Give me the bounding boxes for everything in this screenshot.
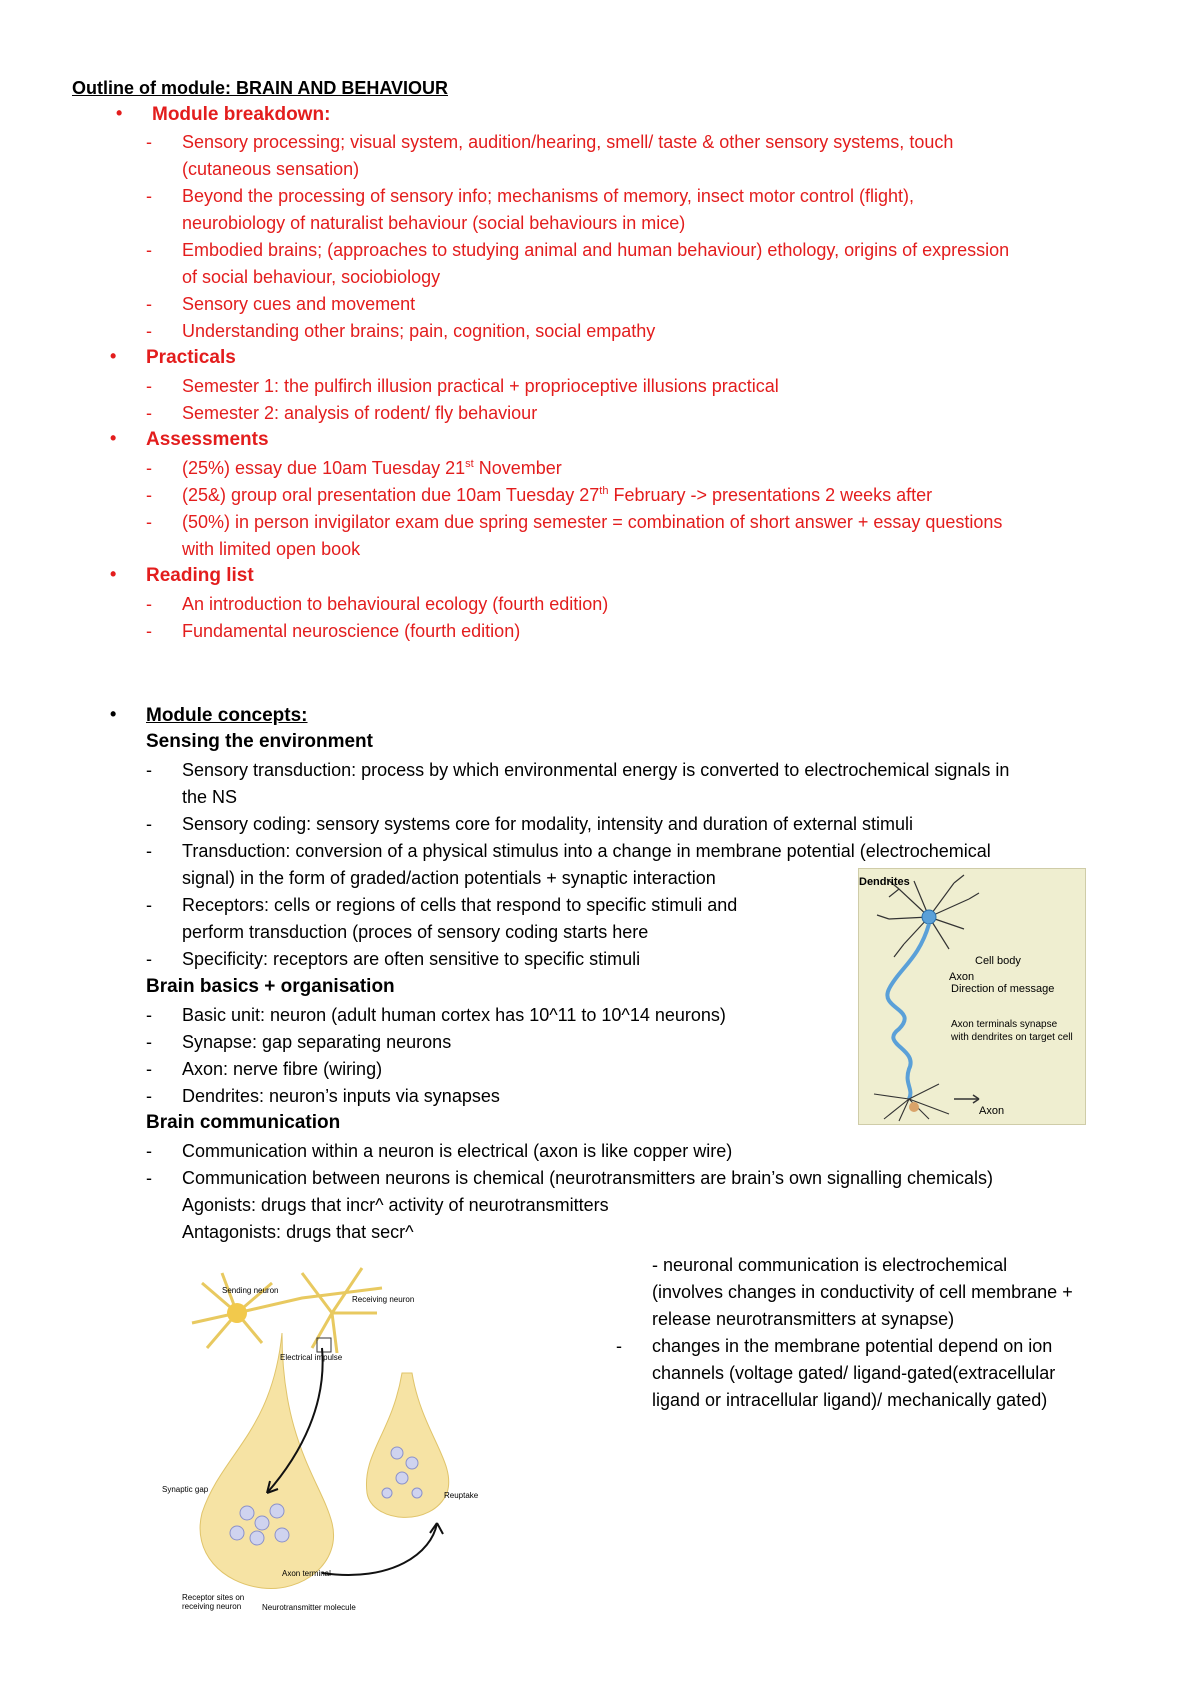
label-cell-body: Cell body xyxy=(975,955,1021,967)
list-item: - (50%) in person invigilator exam due spring semester = combination of short answer + essay questions xyxy=(146,512,1003,532)
list-item: - Semester 2: analysis of rodent/ fly behaviour xyxy=(146,403,538,423)
section-heading-reading: • Reading list xyxy=(110,564,254,586)
label-receptor-sites: Receptor sites on receiving neuron xyxy=(182,1593,245,1611)
side-note: ligand or intracellular ligand)/ mechanically gated) xyxy=(652,1390,1048,1410)
list-item-continued: Antagonists: drugs that secr^ xyxy=(182,1222,414,1242)
synapse-diagram xyxy=(162,1253,528,1638)
bullet-icon: • xyxy=(116,103,123,123)
list-item: - Receptors: cells or regions of cells that respond to specific stimuli and xyxy=(146,895,738,915)
list-item: - Dendrites: neuron’s inputs via synapses xyxy=(146,1086,500,1106)
bullet-icon: • xyxy=(110,704,117,724)
label-synaptic-gap: Synaptic gap xyxy=(162,1485,209,1494)
bullet-icon: • xyxy=(110,564,117,584)
label-reuptake: Reuptake xyxy=(444,1491,479,1500)
label-neurotransmitter: Neurotransmitter molecule xyxy=(262,1603,356,1612)
synapse-illustration xyxy=(162,1253,528,1638)
side-note: release neurotransmitters at synapse) xyxy=(652,1309,955,1329)
list-item: - (25%) essay due 10am Tuesday 21st November xyxy=(146,458,562,478)
neuron-illustration xyxy=(859,869,1085,1124)
list-item-continued: the NS xyxy=(182,787,238,807)
list-item: - An introduction to behavioural ecology (fourth edition) xyxy=(146,594,609,614)
side-note: changes in the membrane potential depend on ion xyxy=(652,1336,1053,1356)
label-electrical-impulse: Electrical impulse xyxy=(280,1353,343,1362)
list-item-continued: of social behaviour, sociobiology xyxy=(182,267,441,287)
list-item: - Understanding other brains; pain, cognition, social empathy xyxy=(146,321,656,341)
list-item: - Sensory processing; visual system, audition/hearing, smell/ taste & other sensory systems, touch xyxy=(146,132,954,152)
side-note: channels (voltage gated/ ligand-gated(extracellular xyxy=(652,1363,1056,1383)
label-terminals-2: with dendrites on target cell xyxy=(951,1032,1073,1043)
list-item: - Specificity: receptors are often sensitive to specific stimuli xyxy=(146,949,641,969)
list-item-continued: perform transduction (proces of sensory coding starts here xyxy=(182,922,649,942)
list-item: - Communication within a neuron is electrical (axon is like copper wire) xyxy=(146,1141,733,1161)
bullet-icon: • xyxy=(110,346,117,366)
label-sending-neuron: Sending neuron xyxy=(222,1286,279,1295)
side-note: (involves changes in conductivity of cell membrane + xyxy=(652,1282,1073,1302)
subheading-basics: Brain basics + organisation xyxy=(146,976,395,997)
list-item-continued: Agonists: drugs that incr^ activity of neurotransmitters xyxy=(182,1195,609,1215)
list-item-continued: with limited open book xyxy=(182,539,361,559)
list-item: - Basic unit: neuron (adult human cortex has 10^11 to 10^14 neurons) xyxy=(146,1005,726,1025)
list-item: - Semester 1: the pulfirch illusion practical + proprioceptive illusions practical xyxy=(146,376,779,396)
label-dendrites: Dendrites xyxy=(859,876,910,888)
page-title: Outline of module: BRAIN AND BEHAVIOUR xyxy=(72,78,448,98)
section-heading-breakdown: • Module breakdown: xyxy=(116,103,331,125)
list-item: - Synapse: gap separating neurons xyxy=(146,1032,452,1052)
label-receiving-neuron: Receiving neuron xyxy=(352,1295,415,1304)
label-axon-bottom: Axon xyxy=(979,1105,1005,1117)
list-item-continued: signal) in the form of graded/action potentials + synaptic interaction xyxy=(182,868,716,888)
list-item: - Communication between neurons is chemical (neurotransmitters are brain’s own signalling chemicals) xyxy=(146,1168,994,1188)
list-item: - Sensory transduction: process by which environmental energy is converted to electrochemical signals in xyxy=(146,760,1010,780)
list-item: - Beyond the processing of sensory info; mechanisms of memory, insect motor control (flight), xyxy=(146,186,914,206)
list-item: - Sensory cues and movement xyxy=(146,294,416,314)
subheading-sensing: Sensing the environment xyxy=(146,731,373,752)
list-item: - Embodied brains; (approaches to studying animal and human behaviour) ethology, origins of expression xyxy=(146,240,1010,260)
list-item: - Sensory coding: sensory systems core for modality, intensity and duration of external stimuli xyxy=(146,814,913,834)
list-item-continued: neurobiology of naturalist behaviour (social behaviours in mice) xyxy=(182,213,686,233)
side-note-dash: - xyxy=(616,1336,622,1356)
label-axon-terminal: Axon terminal xyxy=(282,1569,331,1578)
neuron-diagram xyxy=(858,868,1086,1125)
list-item: - Fundamental neuroscience (fourth edition) xyxy=(146,621,521,641)
section-heading-practicals: • Practicals xyxy=(110,346,236,368)
list-item-continued: (cutaneous sensation) xyxy=(182,159,360,179)
side-note: - neuronal communication is electrochemical xyxy=(652,1255,1008,1275)
list-item: - (25&) group oral presentation due 10am Tuesday 27th February -> presentations 2 weeks after xyxy=(146,485,933,505)
bullet-icon: • xyxy=(110,428,117,448)
label-direction: Direction of message xyxy=(951,983,1055,995)
section-heading-assessments: • Assessments xyxy=(110,428,269,450)
label-axon: Axon xyxy=(949,971,975,983)
list-item: - Axon: nerve fibre (wiring) xyxy=(146,1059,383,1079)
label-terminals: Axon terminals synapse xyxy=(951,1019,1058,1030)
section-heading-concepts: • Module concepts: xyxy=(110,704,308,726)
list-item: - Transduction: conversion of a physical stimulus into a change in membrane potential (electrochemical xyxy=(146,841,991,861)
subheading-communication: Brain communication xyxy=(146,1112,341,1133)
